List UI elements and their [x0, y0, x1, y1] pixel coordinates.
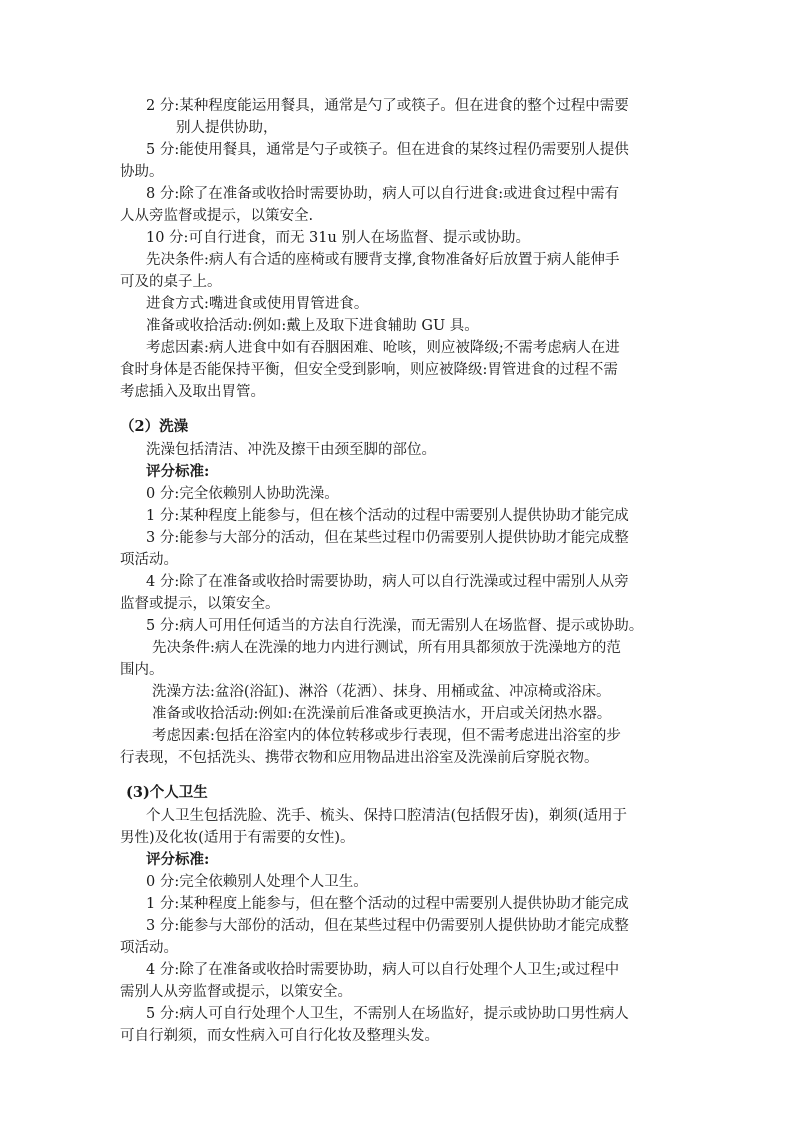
- bathing-score-1: 1 分:某种程度上能参与，但在核个活动的过程中需要别人提供协助才能完成: [146, 508, 629, 524]
- eating-considerations-line-1: 考虑因素:病人进食中如有吞胭困难、呛咳，则应被降级;不需考虑病人在进: [146, 340, 620, 356]
- eating-considerations-line-3: 考虑插入及取出胃管。: [120, 384, 265, 400]
- eating-considerations-line-2: 食时身体是否能保持平衡，但安全受到影响，则应被降级:胃管进食的过程不需: [120, 362, 618, 378]
- bathing-score-0: 0 分:完全依赖别人协助洗澡。: [146, 486, 339, 502]
- eating-preparation-line: 准备或收拾活动:例如:戴上及取下进食辅助 GU 具。: [146, 318, 479, 334]
- hygiene-criteria-label: 评分标准:: [146, 851, 210, 868]
- hygiene-score-4-line-1: 4 分:除了在准备或收拾时需要协助，病人可以自行处理个人卫生;或过程中: [146, 962, 620, 978]
- bathing-score-5: 5 分:病人可用任何适当的方法自行洗澡，而无需别人在场监督、提示或协助。: [146, 618, 644, 634]
- eating-score-2-line-1: 2 分:某种程度能运用餐具，通常是勺了或筷子。但在进食的整个过程中需要: [146, 98, 629, 114]
- bathing-heading: （2）洗澡: [120, 418, 189, 435]
- bathing-method-line: 洗澡方法:盆浴(浴缸)、淋浴（花洒）、抹身、用桶或盆、冲凉椅或浴床。: [152, 684, 611, 700]
- bathing-considerations-line-1: 考虑因素:包括在浴室内的体位转移或步行表现，但不需考虑进出浴室的步: [152, 728, 621, 744]
- eating-score-5-line-1: 5 分:能使用餐具，通常是勺子或筷子。但在进食的某终过程仍需要别人提供: [146, 142, 629, 158]
- bathing-preparation-line: 准备或收拾活动:例如:在洗澡前后准备或更换洁水，开启或关闭热水器。: [152, 706, 612, 722]
- hygiene-score-3-line-2: 项活动。: [120, 940, 178, 956]
- eating-score-8-line-1: 8 分:除了在准备或收拾时需要协助，病人可以自行进食:或进食过程中需有: [146, 186, 620, 202]
- hygiene-score-0: 0 分:完全依赖别人处理个人卫生。: [146, 874, 368, 890]
- bathing-score-4-line-1: 4 分:除了在准备或收拾时需要协助，病人可以自行洗澡或过程中需别人从旁: [146, 574, 629, 590]
- hygiene-intro-line-1: 个人卫生包括洗脸、洗手、梳头、保持口腔清洁(包括假牙齿)，剃须(适用于: [146, 808, 627, 824]
- hygiene-score-1: 1 分:某种程度上能参与，但在整个活动的过程中需要别人提供协助才能完成: [146, 896, 629, 912]
- bathing-criteria-label: 评分标准:: [146, 463, 210, 480]
- eating-score-5-line-2: 协助。: [120, 164, 164, 180]
- hygiene-intro-line-2: 男性)及化妆(适用于有需要的女性)。: [120, 830, 355, 846]
- bathing-prerequisite-line-2: 围内。: [120, 662, 164, 678]
- bathing-score-4-line-2: 监督或提示，以策安全。: [120, 596, 280, 612]
- hygiene-heading: (3)个人卫生: [126, 784, 208, 801]
- bathing-intro: 洗澡包括清洁、冲洗及擦干由颈至脚的部位。: [146, 442, 436, 458]
- bathing-score-3-line-2: 项活动。: [120, 552, 178, 568]
- bathing-considerations-line-2: 行表现，不包括洗头、携带衣物和应用物品进出浴室及洗澡前后穿脱衣物。: [120, 750, 599, 766]
- eating-score-10-line: 10 分:可自行进食，而无 31u 别人在场监督、提示或协助。: [146, 230, 530, 246]
- eating-prerequisite-line-1: 先决条件:病人有合适的座椅或有腰背支撑,食物准备好后放置于病人能伸手: [146, 252, 620, 268]
- eating-score-8-line-2: 人从旁监督或提示，以策安全.: [120, 208, 314, 224]
- eating-prerequisite-line-2: 可及的桌子上。: [120, 274, 222, 290]
- bathing-prerequisite-line-1: 先决条件:病人在洗澡的地力内进行测试，所有用具都须放于洗澡地方的范: [152, 640, 621, 656]
- hygiene-score-5-line-2: 可自行剃须，而女性病入可自行化妆及整理头发。: [120, 1028, 439, 1044]
- eating-score-2-line-2: 别人提供协助，: [176, 120, 278, 136]
- hygiene-score-3-line-1: 3 分:能参与大部份的活动，但在某些过程中仍需要别人提供协助才能完成整: [146, 918, 629, 934]
- hygiene-score-5-line-1: 5 分:病人可自行处理个人卫生，不需别人在场监好，提示或协助口男性病人: [146, 1006, 629, 1022]
- bathing-score-3-line-1: 3 分:能参与大部分的活动，但在某些过程巾仍需要别人提供协助才能完成整: [146, 530, 629, 546]
- eating-method-line: 进食方式:嘴进食或使用胃管进食。: [146, 296, 369, 312]
- hygiene-score-4-line-2: 需别人从旁监督或提示，以策安全。: [120, 984, 352, 1000]
